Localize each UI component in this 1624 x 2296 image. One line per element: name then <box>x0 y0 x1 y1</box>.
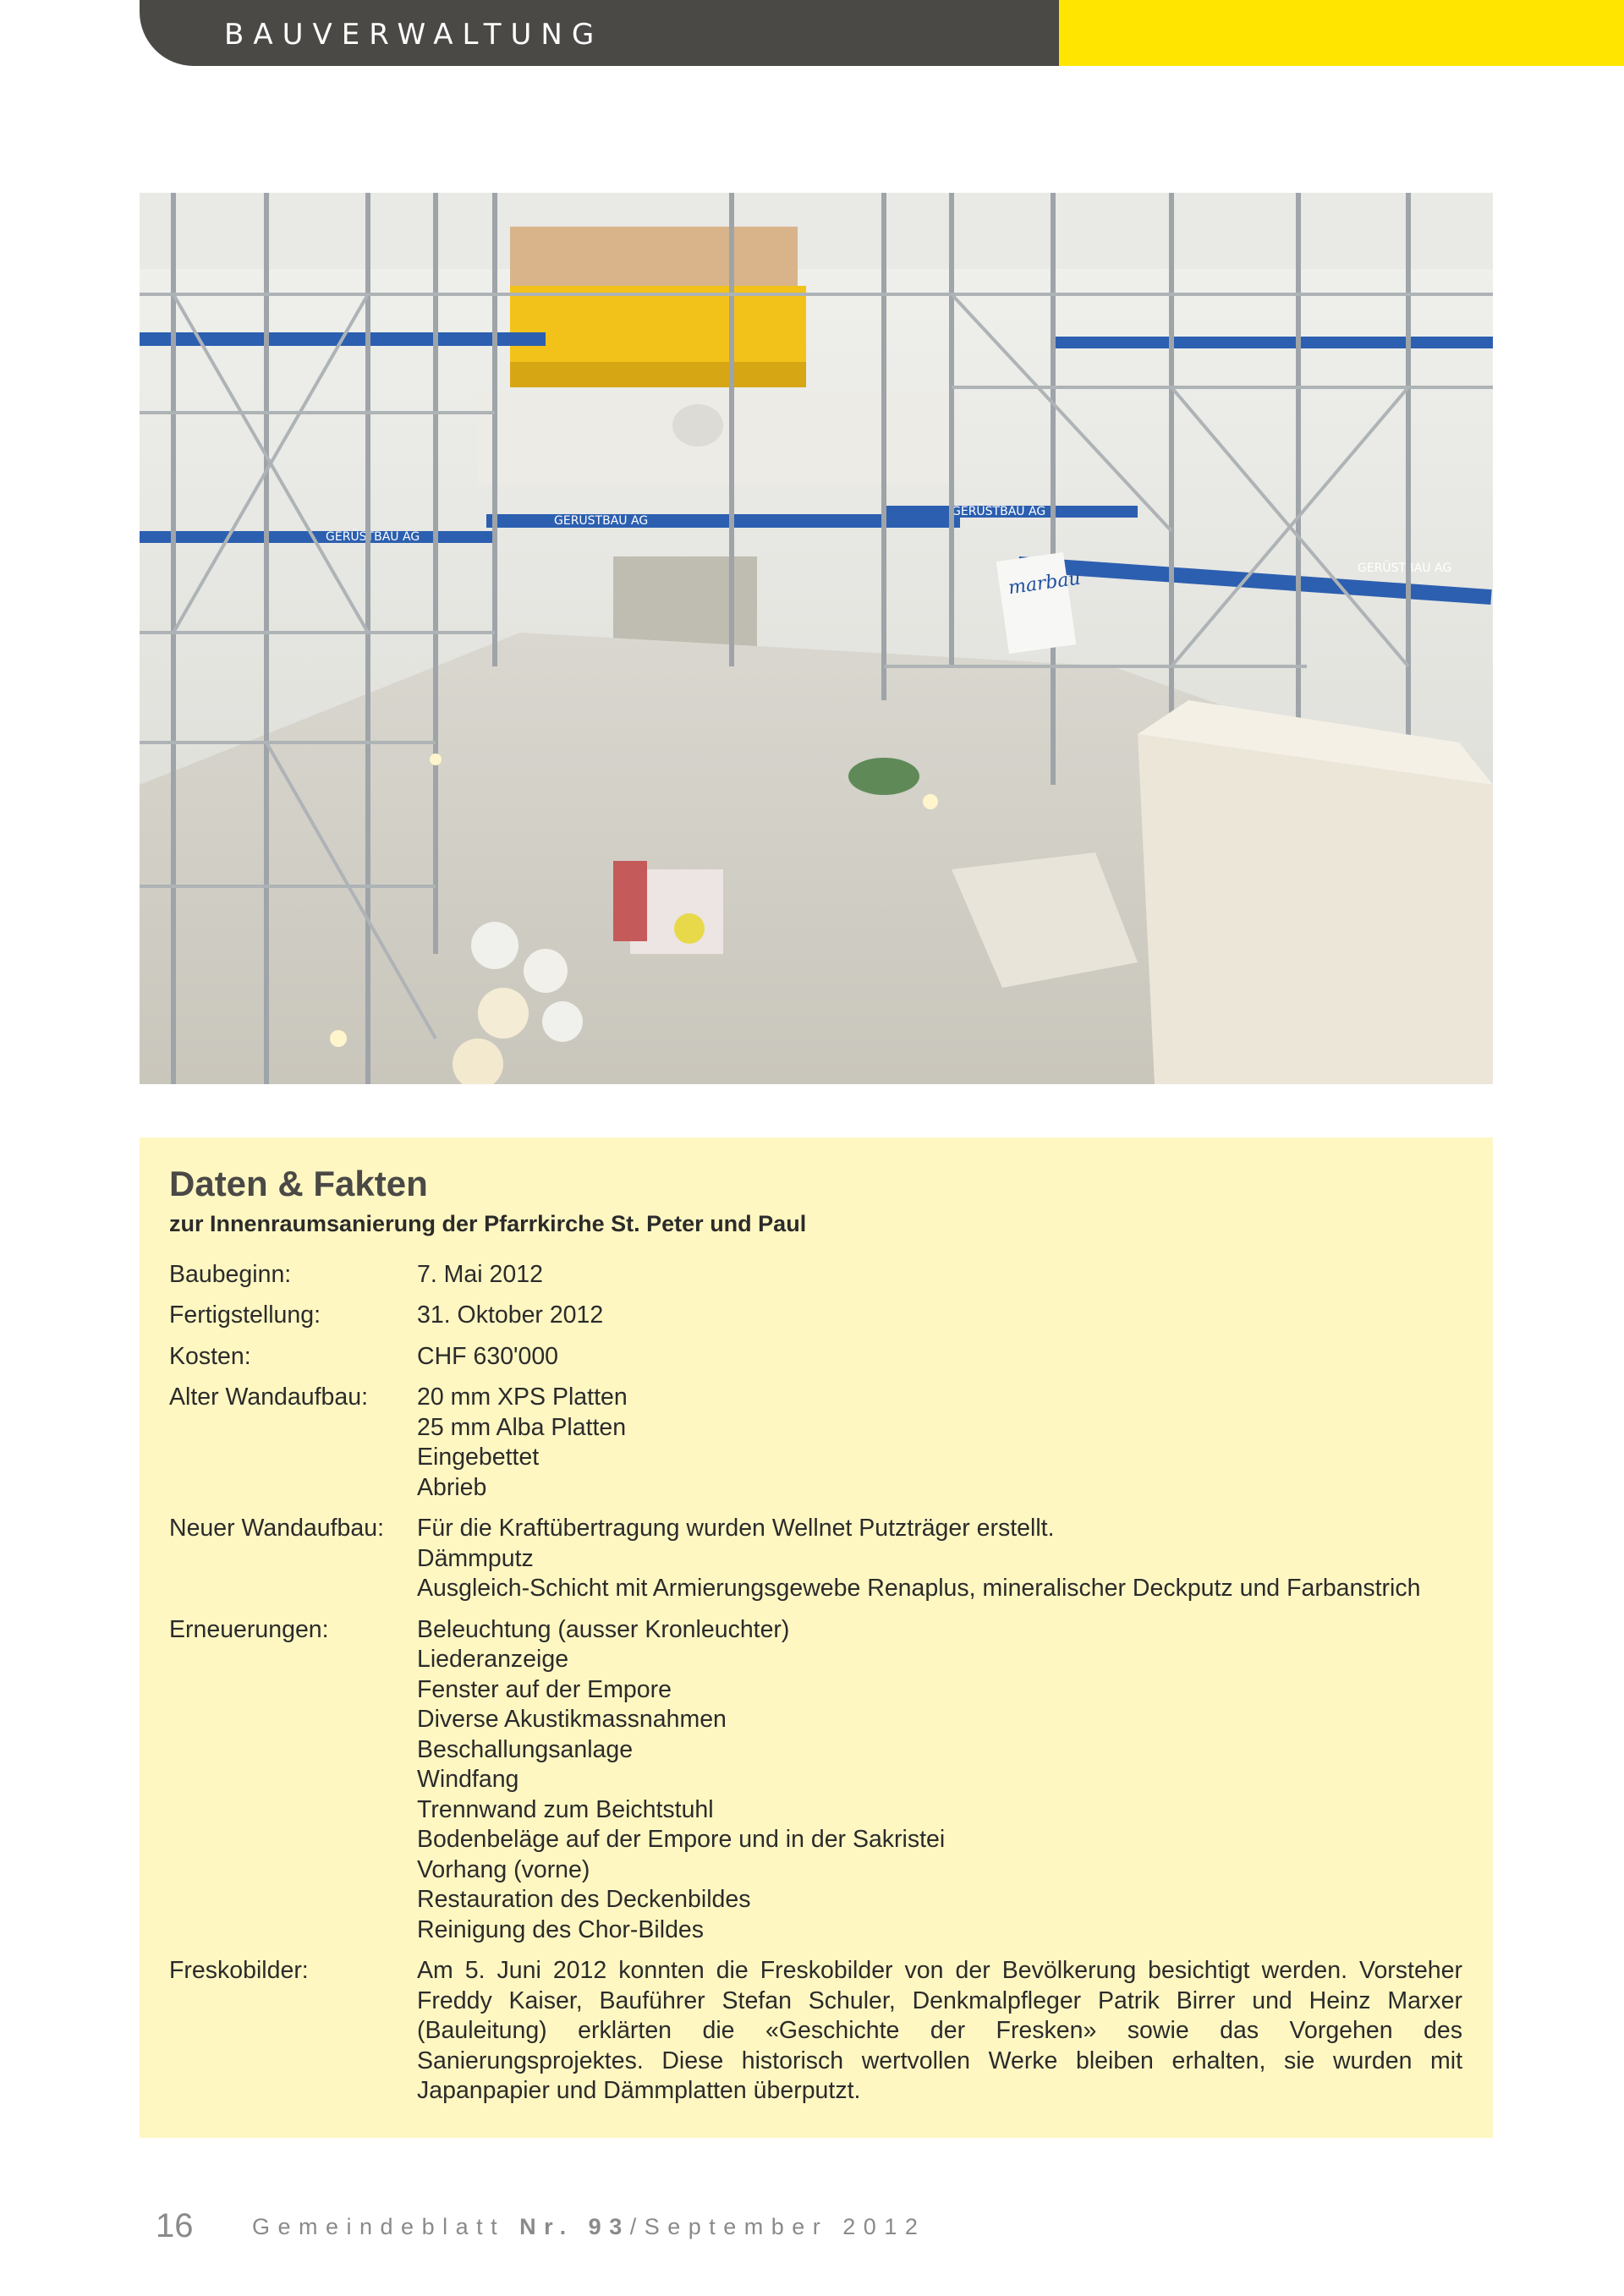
fact-value: Trennwand zum Beichtstuhl <box>417 1795 714 1823</box>
fact-label: Fertigstellung: <box>169 1301 321 1329</box>
issue-date: /September 2012 <box>629 2214 926 2239</box>
fact-value: Beleuchtung (ausser Kronleuchter) <box>417 1615 790 1643</box>
facts-title: Daten & Fakten <box>169 1164 428 1203</box>
fact-label: Alter Wandaufbau: <box>169 1384 368 1411</box>
fact-row <box>169 1260 1462 1290</box>
construction-photo <box>140 193 1493 1084</box>
issue-prefix: Nr. <box>519 2214 574 2239</box>
issue-number: 93 <box>588 2214 630 2239</box>
header-accent <box>1059 0 1624 66</box>
fact-value: 25 mm Alba Platten <box>417 1413 627 1441</box>
fact-value: Ausgleich-Schicht mit Armierungsgewebe Renaplus, mineralischer Deckputz und Farbanstrich <box>417 1575 1421 1603</box>
fact-row <box>169 1956 1462 2107</box>
scaffold-label: GERÜSTBAU AG <box>1358 562 1452 575</box>
fact-label: Freskobilder: <box>169 1957 309 1985</box>
fact-value: Vorhang (vorne) <box>417 1855 590 1883</box>
fact-label: Kosten: <box>169 1342 251 1370</box>
facts-box <box>140 1137 1493 2138</box>
fact-label: Neuer Wandaufbau: <box>169 1515 385 1543</box>
fact-row <box>169 1342 1462 1373</box>
fact-label: Baubeginn: <box>169 1260 292 1288</box>
section-title: BAUVERWALTUNG <box>224 18 604 52</box>
scaffold-label: GERÜSTBAU AG <box>952 505 1046 518</box>
publication-name: Gemeindeblatt <box>252 2214 506 2239</box>
fact-value: Abrieb <box>417 1473 487 1501</box>
scaffold-label: GERÜSTBAU AG <box>326 530 420 544</box>
banner-text: marbau <box>1007 567 1083 600</box>
fact-value: Liederanzeige <box>417 1646 569 1674</box>
fact-row <box>169 1383 1462 1503</box>
fact-row <box>169 1514 1462 1604</box>
fact-value: Dämmputz <box>417 1544 534 1572</box>
fact-value: Fenster auf der Empore <box>417 1675 672 1703</box>
fact-value: Beschallungsanlage <box>417 1735 634 1763</box>
page-number: 16 <box>156 2207 194 2244</box>
fact-label: Erneuerungen: <box>169 1615 329 1643</box>
fact-value: Eingebettet <box>417 1444 540 1471</box>
scaffold-label: GERÜSTBAU AG <box>554 514 649 528</box>
fact-value: Für die Kraftübertragung wurden Wellnet Putzträger erstellt. <box>417 1515 1055 1543</box>
fact-row <box>169 1301 1462 1331</box>
fact-value: Reinigung des Chor-Bildes <box>417 1915 705 1943</box>
fact-paragraph: Am 5. Juni 2012 konnten die Freskobilder von der Bevölkerung besichtigt werden. Vorsteher Freddy Kaiser, Bauführer Stefan Schuler, Denkmalpfleger Patrik Birrer und Heinz Marxer (Bauleitung) erklärten die «Geschichte der Fresken» sowie das Vorgehen des Sanierungsprojektes. Diese historisch wertvollen Werke bleiben erhalten, sie wurden mit Japanpapier und Dämmplatten überputzt. <box>417 1957 1462 2105</box>
fact-value: Windfang <box>417 1766 519 1794</box>
fact-value: CHF 630'000 <box>417 1342 559 1370</box>
fact-value: Restauration des Deckenbildes <box>417 1886 751 1914</box>
fact-value: 31. Oktober 2012 <box>417 1301 604 1329</box>
facts-subtitle: zur Innenraumsanierung der Pfarrkirche St. Peter und Paul <box>169 1211 807 1237</box>
fact-value: Diverse Akustikmassnahmen <box>417 1706 727 1734</box>
fact-value: Bodenbeläge auf der Empore und in der Sakristei <box>417 1826 946 1854</box>
fact-row <box>169 1615 1462 1946</box>
footer-publication <box>252 2216 925 2238</box>
fact-value: 7. Mai 2012 <box>417 1260 543 1288</box>
fact-value: 20 mm XPS Platten <box>417 1384 628 1411</box>
